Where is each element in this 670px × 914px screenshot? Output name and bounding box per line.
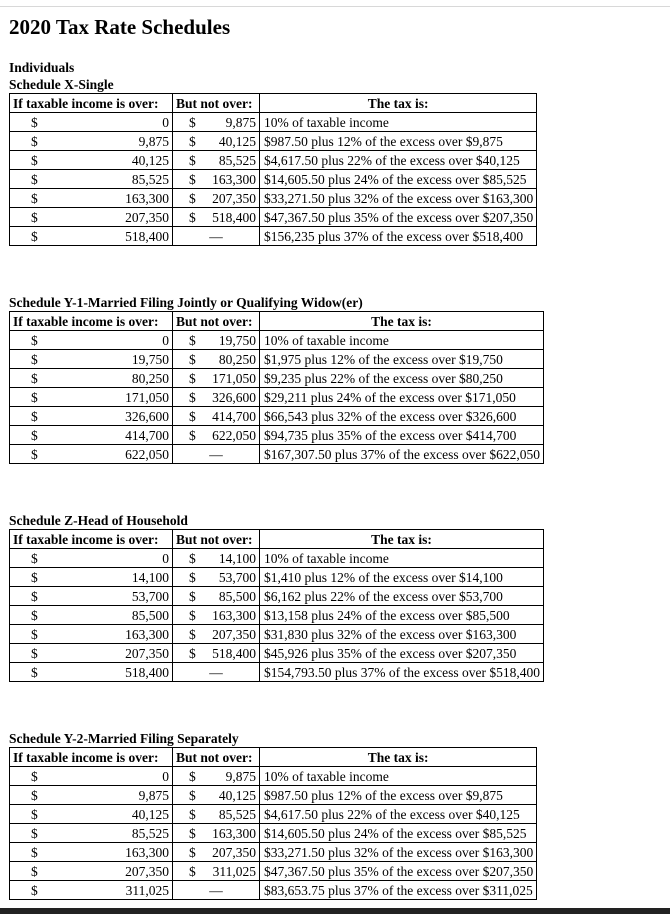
- dollar-sign: $: [31, 863, 38, 879]
- table-row: [10, 606, 544, 625]
- header-tax: The tax is:: [260, 748, 537, 767]
- tax-cell: $94,735 plus 35% of the excess over $414,700: [260, 426, 544, 445]
- not-over-cell: $ 85,500: [173, 587, 260, 606]
- header-tax: The tax is:: [260, 94, 537, 113]
- income-over-cell: $ 207,350: [10, 644, 173, 663]
- income-over-cell: $ 0: [10, 549, 173, 568]
- tax-cell: 10% of taxable income: [260, 767, 537, 786]
- not-over-cell: $ 163,300: [173, 170, 260, 189]
- tax-cell: $156,235 plus 37% of the excess over $518,400: [260, 227, 537, 246]
- income-over-cell: $ 414,700: [10, 426, 173, 445]
- not-over-cell: $ 518,400: [173, 208, 260, 227]
- tax-cell: 10% of taxable income: [260, 113, 537, 132]
- header-over: If taxable income is over:: [10, 312, 173, 331]
- page-title: 2020 Tax Rate Schedules: [9, 15, 231, 39]
- tax-table: [9, 529, 544, 682]
- income-over-cell: $ 9,875: [10, 132, 173, 151]
- header-tax: The tax is:: [260, 312, 544, 331]
- income-over-cell: $ 85,525: [10, 824, 173, 843]
- dollar-sign: $: [189, 863, 196, 879]
- header-over: If taxable income is over:: [10, 748, 173, 767]
- income-over-cell: $ 518,400: [10, 227, 173, 246]
- table-row: [10, 369, 544, 388]
- not-over-cell: —: [173, 445, 260, 464]
- header-over: If taxable income is over:: [10, 530, 173, 549]
- dollar-sign: $: [31, 550, 38, 566]
- not-over-cell: $ 207,350: [173, 189, 260, 208]
- income-over-cell: $ 40,125: [10, 805, 173, 824]
- dollar-sign: $: [31, 408, 38, 424]
- dollar-sign: $: [31, 446, 38, 462]
- dollar-sign: $: [31, 645, 38, 661]
- table-row: [10, 644, 544, 663]
- dollar-sign: $: [189, 332, 196, 348]
- dollar-sign: $: [31, 787, 38, 803]
- table-row: [10, 587, 544, 606]
- dollar-sign: $: [31, 370, 38, 386]
- table-row: [10, 132, 537, 151]
- income-over-cell: $ 14,100: [10, 568, 173, 587]
- schedule-title: Schedule Y-1-Married Filing Jointly or Qualifying Widow(er): [9, 295, 363, 310]
- income-over-cell: $ 622,050: [10, 445, 173, 464]
- not-over-cell: $ 19,750: [173, 331, 260, 350]
- dollar-sign: $: [31, 806, 38, 822]
- table-row: [10, 568, 544, 587]
- dollar-sign: $: [31, 389, 38, 405]
- header-tax: The tax is:: [260, 530, 544, 549]
- dollar-sign: $: [189, 645, 196, 661]
- income-over-cell: $ 311,025: [10, 881, 173, 900]
- tax-table: [9, 311, 544, 464]
- income-over-cell: $ 207,350: [10, 208, 173, 227]
- dollar-sign: $: [189, 844, 196, 860]
- dollar-sign: $: [189, 408, 196, 424]
- income-over-cell: $ 171,050: [10, 388, 173, 407]
- tax-cell: $154,793.50 plus 37% of the excess over $518,400: [260, 663, 544, 682]
- income-over-cell: $ 0: [10, 113, 173, 132]
- table-row: [10, 445, 544, 464]
- tax-cell: $33,271.50 plus 32% of the excess over $163,300: [260, 843, 537, 862]
- table-row: [10, 549, 544, 568]
- not-over-cell: $ 9,875: [173, 113, 260, 132]
- table-row: [10, 331, 544, 350]
- category-label: Individuals: [9, 60, 75, 75]
- tax-cell: $4,617.50 plus 22% of the excess over $40,125: [260, 151, 537, 170]
- dollar-sign: $: [31, 882, 38, 898]
- not-over-cell: $ 326,600: [173, 388, 260, 407]
- table-row: [10, 170, 537, 189]
- not-over-cell: $ 414,700: [173, 407, 260, 426]
- dollar-sign: $: [189, 825, 196, 841]
- tax-cell: $987.50 plus 12% of the excess over $9,875: [260, 786, 537, 805]
- not-over-cell: $ 163,300: [173, 606, 260, 625]
- table-row: [10, 407, 544, 426]
- income-over-cell: $ 518,400: [10, 663, 173, 682]
- not-over-cell: $ 207,350: [173, 625, 260, 644]
- tax-cell: $47,367.50 plus 35% of the excess over $207,350: [260, 862, 537, 881]
- dollar-sign: $: [31, 427, 38, 443]
- not-over-cell: $ 207,350: [173, 843, 260, 862]
- not-over-cell: $ 518,400: [173, 644, 260, 663]
- not-over-cell: $ 85,525: [173, 151, 260, 170]
- tax-cell: $33,271.50 plus 32% of the excess over $163,300: [260, 189, 537, 208]
- tax-cell: $9,235 plus 22% of the excess over $80,250: [260, 369, 544, 388]
- schedule-y2: [9, 731, 537, 900]
- dollar-sign: $: [189, 133, 196, 149]
- table-row: [10, 625, 544, 644]
- income-over-cell: $ 40,125: [10, 151, 173, 170]
- not-over-cell: $ 9,875: [173, 767, 260, 786]
- top-divider: [0, 6, 670, 7]
- tax-cell: $45,926 plus 35% of the excess over $207,350: [260, 644, 544, 663]
- income-over-cell: $ 163,300: [10, 625, 173, 644]
- not-over-cell: $ 85,525: [173, 805, 260, 824]
- not-over-cell: $ 80,250: [173, 350, 260, 369]
- income-over-cell: $ 163,300: [10, 189, 173, 208]
- income-over-cell: $ 163,300: [10, 843, 173, 862]
- not-over-cell: —: [173, 227, 260, 246]
- income-over-cell: $ 53,700: [10, 587, 173, 606]
- not-over-cell: $ 40,125: [173, 132, 260, 151]
- dollar-sign: $: [31, 569, 38, 585]
- tax-cell: $66,543 plus 32% of the excess over $326,600: [260, 407, 544, 426]
- tax-cell: $14,605.50 plus 24% of the excess over $85,525: [260, 170, 537, 189]
- dollar-sign: $: [189, 152, 196, 168]
- tax-cell: $47,367.50 plus 35% of the excess over $207,350: [260, 208, 537, 227]
- dollar-sign: $: [189, 626, 196, 642]
- table-row: [10, 388, 544, 407]
- dollar-sign: $: [189, 427, 196, 443]
- not-over-cell: $ 622,050: [173, 426, 260, 445]
- schedule-title: Schedule Y-2-Married Filing Separately: [9, 731, 239, 746]
- not-over-cell: $ 14,100: [173, 549, 260, 568]
- dollar-sign: $: [189, 768, 196, 784]
- dollar-sign: $: [189, 588, 196, 604]
- tax-cell: $83,653.75 plus 37% of the excess over $311,025: [260, 881, 537, 900]
- table-row: [10, 350, 544, 369]
- tax-cell: 10% of taxable income: [260, 549, 544, 568]
- table-row: [10, 426, 544, 445]
- dollar-sign: $: [31, 209, 38, 225]
- tax-cell: $29,211 plus 24% of the excess over $171,050: [260, 388, 544, 407]
- dollar-sign: $: [189, 190, 196, 206]
- tax-cell: $14,605.50 plus 24% of the excess over $85,525: [260, 824, 537, 843]
- dollar-sign: $: [31, 607, 38, 623]
- header-not-over: But not over:: [173, 312, 260, 331]
- dollar-sign: $: [31, 588, 38, 604]
- not-over-cell: $ 163,300: [173, 824, 260, 843]
- dollar-sign: $: [31, 171, 38, 187]
- table-row: [10, 881, 537, 900]
- tax-cell: $31,830 plus 32% of the excess over $163,300: [260, 625, 544, 644]
- income-over-cell: $ 19,750: [10, 350, 173, 369]
- table-row: [10, 767, 537, 786]
- table-row: [10, 786, 537, 805]
- header-not-over: But not over:: [173, 530, 260, 549]
- dollar-sign: $: [31, 114, 38, 130]
- schedule-title: Schedule X-Single: [9, 77, 114, 92]
- income-over-cell: $ 0: [10, 331, 173, 350]
- dollar-sign: $: [31, 228, 38, 244]
- income-over-cell: $ 0: [10, 767, 173, 786]
- dollar-sign: $: [189, 209, 196, 225]
- dollar-sign: $: [31, 768, 38, 784]
- tax-cell: 10% of taxable income: [260, 331, 544, 350]
- dollar-sign: $: [31, 664, 38, 680]
- tax-cell: $167,307.50 plus 37% of the excess over $622,050: [260, 445, 544, 464]
- dollar-sign: $: [31, 825, 38, 841]
- schedule-z: [9, 513, 544, 682]
- dollar-sign: $: [31, 351, 38, 367]
- table-row: [10, 113, 537, 132]
- table-row: [10, 663, 544, 682]
- tax-table: [9, 93, 537, 246]
- dollar-sign: $: [189, 370, 196, 386]
- table-row: [10, 843, 537, 862]
- dollar-sign: $: [189, 569, 196, 585]
- tax-cell: $4,617.50 plus 22% of the excess over $40,125: [260, 805, 537, 824]
- table-row: [10, 862, 537, 881]
- table-row: [10, 208, 537, 227]
- schedule-y1: [9, 295, 544, 464]
- bottom-bar: [0, 908, 670, 914]
- table-row: [10, 227, 537, 246]
- header-over: If taxable income is over:: [10, 94, 173, 113]
- table-row: [10, 189, 537, 208]
- dollar-sign: $: [31, 844, 38, 860]
- table-row: [10, 805, 537, 824]
- dollar-sign: $: [189, 171, 196, 187]
- dollar-sign: $: [189, 550, 196, 566]
- dollar-sign: $: [31, 626, 38, 642]
- header-row: [10, 530, 544, 549]
- not-over-cell: $ 171,050: [173, 369, 260, 388]
- schedule-title: Schedule Z-Head of Household: [9, 513, 188, 528]
- dollar-sign: $: [189, 806, 196, 822]
- tax-table: [9, 747, 537, 900]
- dollar-sign: $: [189, 351, 196, 367]
- table-row: [10, 151, 537, 170]
- not-over-cell: $ 311,025: [173, 862, 260, 881]
- income-over-cell: $ 326,600: [10, 407, 173, 426]
- dollar-sign: $: [189, 114, 196, 130]
- dollar-sign: $: [31, 133, 38, 149]
- dollar-sign: $: [31, 332, 38, 348]
- tax-cell: $1,410 plus 12% of the excess over $14,100: [260, 568, 544, 587]
- dollar-sign: $: [31, 152, 38, 168]
- header-row: [10, 312, 544, 331]
- dollar-sign: $: [189, 389, 196, 405]
- dollar-sign: $: [189, 787, 196, 803]
- not-over-cell: $ 40,125: [173, 786, 260, 805]
- income-over-cell: $ 207,350: [10, 862, 173, 881]
- income-over-cell: $ 85,500: [10, 606, 173, 625]
- tax-cell: $1,975 plus 12% of the excess over $19,750: [260, 350, 544, 369]
- income-over-cell: $ 9,875: [10, 786, 173, 805]
- not-over-cell: —: [173, 663, 260, 682]
- header-not-over: But not over:: [173, 748, 260, 767]
- dollar-sign: $: [31, 190, 38, 206]
- header-not-over: But not over:: [173, 94, 260, 113]
- income-over-cell: $ 85,525: [10, 170, 173, 189]
- header-row: [10, 748, 537, 767]
- tax-cell: $6,162 plus 22% of the excess over $53,700: [260, 587, 544, 606]
- table-row: [10, 824, 537, 843]
- tax-cell: $13,158 plus 24% of the excess over $85,500: [260, 606, 544, 625]
- header-row: [10, 94, 537, 113]
- schedule-x: [9, 77, 537, 246]
- income-over-cell: $ 80,250: [10, 369, 173, 388]
- dollar-sign: $: [189, 607, 196, 623]
- not-over-cell: $ 53,700: [173, 568, 260, 587]
- tax-cell: $987.50 plus 12% of the excess over $9,875: [260, 132, 537, 151]
- not-over-cell: —: [173, 881, 260, 900]
